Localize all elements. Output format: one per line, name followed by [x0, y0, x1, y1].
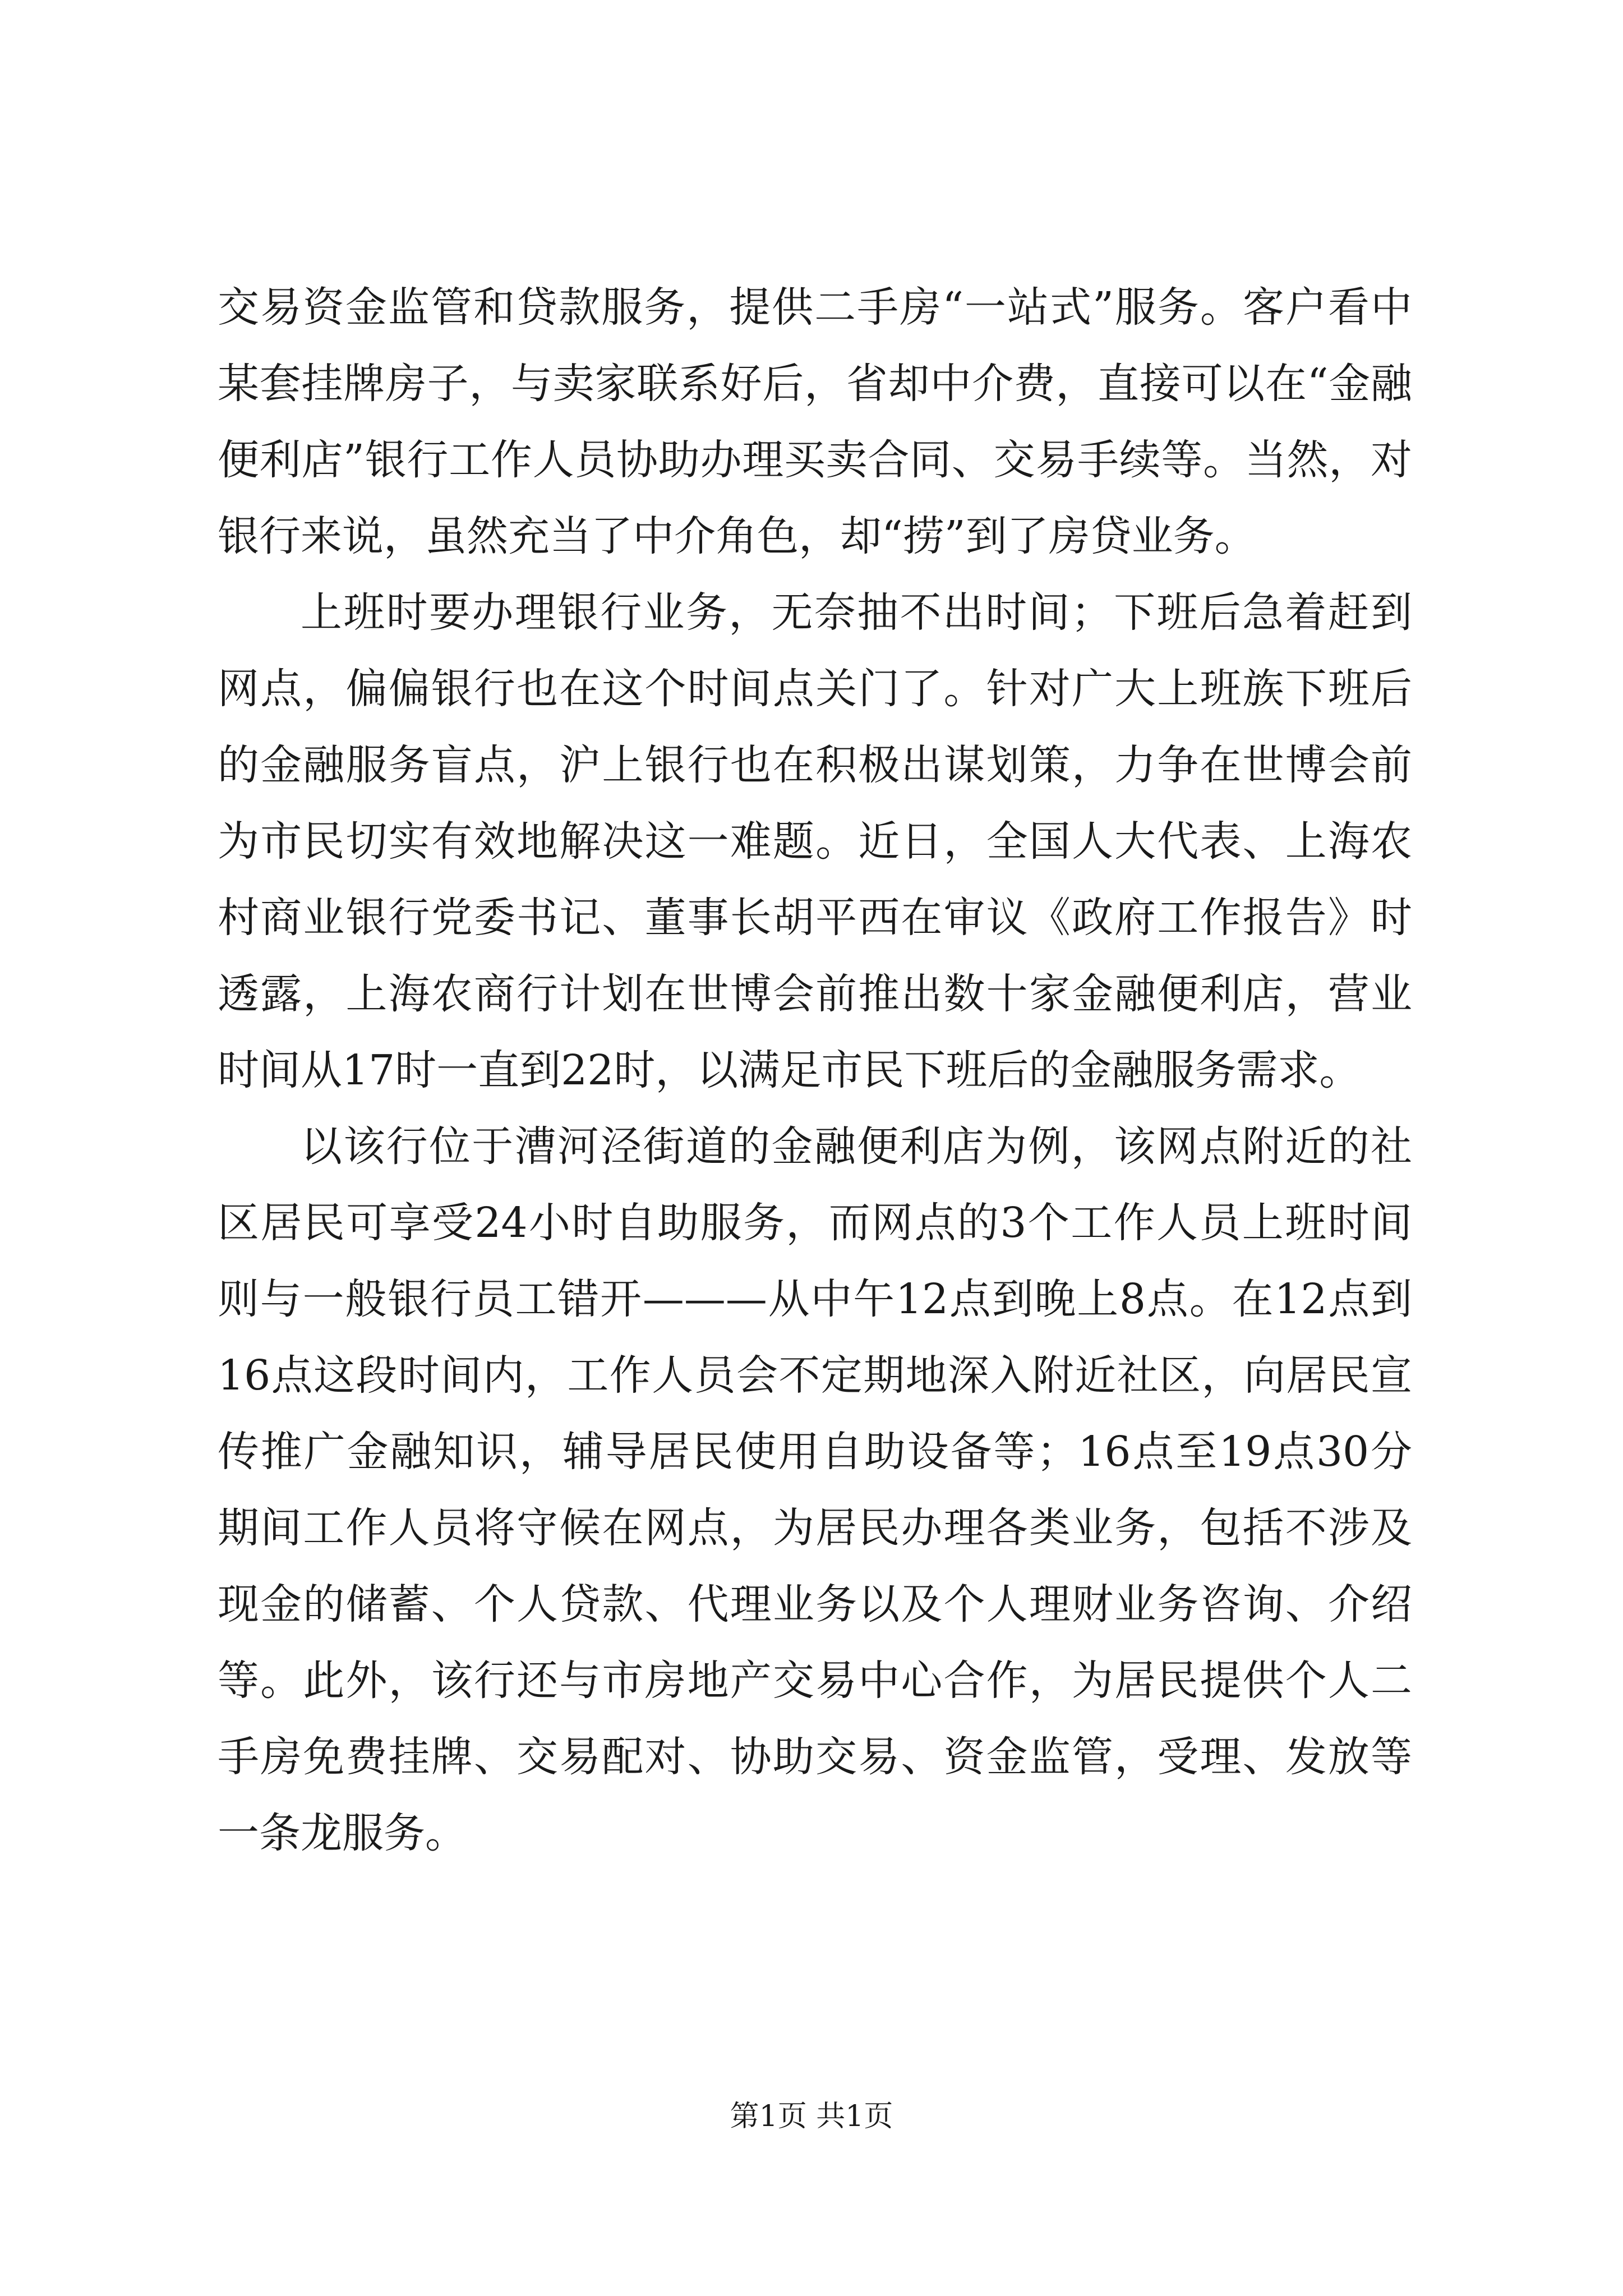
page-footer: 第1页 共1页 — [730, 2100, 893, 2133]
paragraph-3: 以该行位于漕河泾街道的金融便利店为例，该网点附近的社区居民可享受24小时自助服务，而网点的3个工作人员上班时间则与一般银行员工错开———从中午12点到晚上8点。在12点到16点这段时间内，工作人员会不定期地深入附近社区，向居民宣传推广金融知识，辅导居民使用自助设备等；16点至19点30分期间工作人员将守候在网点，为居民办理各类业务，包括不涉及现金的储蓄、个人贷款、代理业务以及个人理财业务咨询、介绍等。此外，该行还与市房地产交易中心合作，为居民提供个人二手房免费挂牌、交易配对、协助交易、资金监管，受理、发放等一条龙服务。 — [218, 1122, 1412, 1857]
paragraph-1: 交易资金监管和贷款服务，提供二手房“一站式”服务。客户看中某套挂牌房子，与卖家联系好后，省却中介费，直接可以在“金融便利店”银行工作人员协助办理买卖合同、交易手续等。当然，对银行来说，虽然充当了中介角色，却“捞”到了房贷业务。 — [218, 283, 1412, 560]
document-body — [218, 269, 1412, 1871]
paragraph-2: 上班时要办理银行业务，无奈抽不出时间；下班后急着赶到网点，偏偏银行也在这个时间点关门了。针对广大上班族下班后的金融服务盲点，沪上银行也在积极出谋划策，力争在世博会前为市民切实有效地解决这一难题。近日，全国人大代表、上海农村商业银行党委书记、董事长胡平西在审议《政府工作报告》时透露，上海农商行计划在世博会前推出数十家金融便利店，营业时间从17时一直到22时，以满足市民下班后的金融服务需求。 — [218, 588, 1412, 1094]
